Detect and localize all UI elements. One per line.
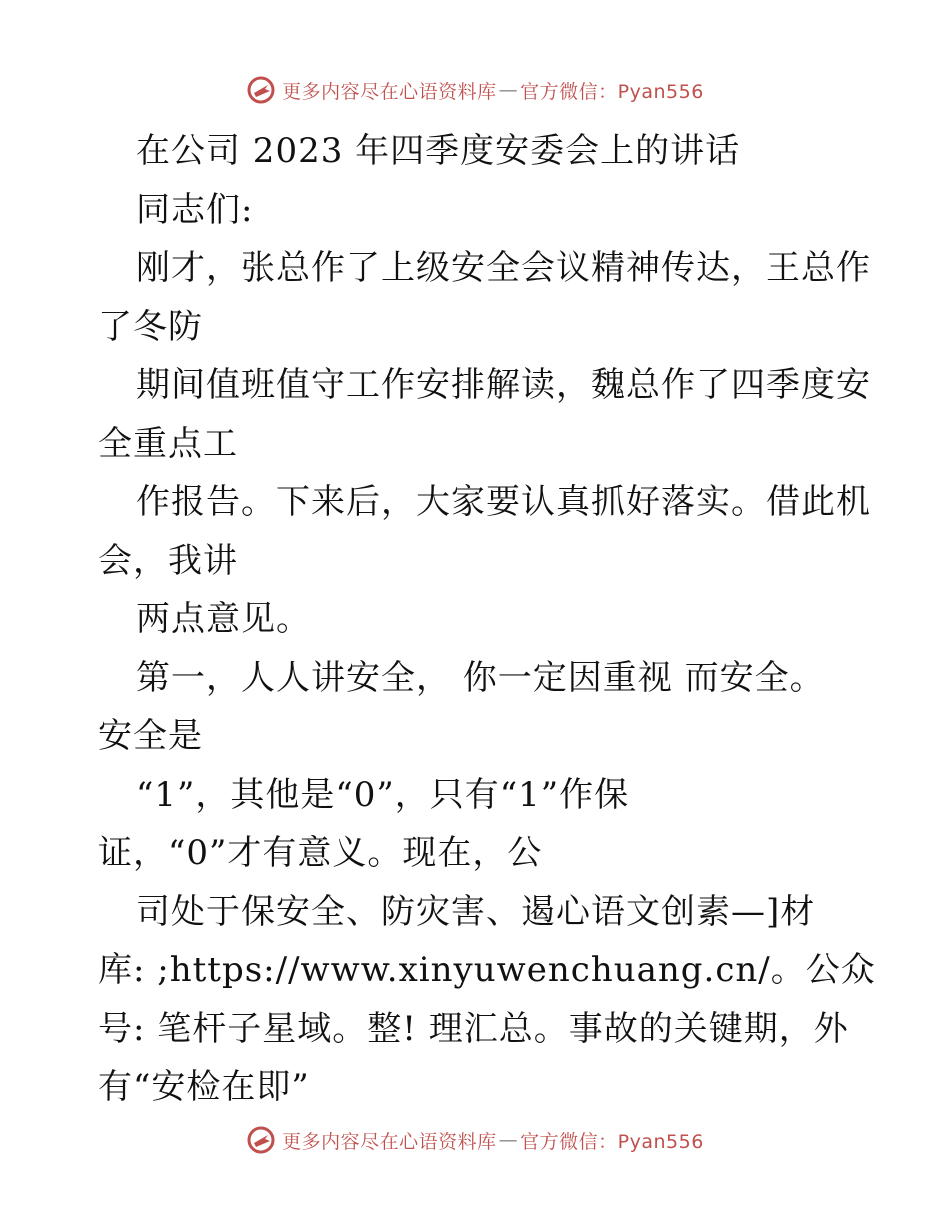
banner-wechat: 官方微信：Pyan556: [520, 1130, 704, 1153]
document-line: 全重点工: [98, 423, 238, 464]
document-line: 同志们:: [136, 189, 254, 230]
banner-dash: —: [498, 1129, 519, 1151]
header-watermark-banner: [0, 70, 950, 110]
document-line: 在公司 2023 年四季度安委会上的讲话: [136, 131, 741, 171]
document-line: 第一，人人讲安全， 你一定因重视 而安全。: [136, 657, 825, 698]
logo-icon: [246, 75, 276, 105]
banner-text: 更多内容尽在心语资料库: [282, 1130, 497, 1153]
document-line: 安全是: [98, 716, 203, 756]
document-body: [98, 122, 876, 1117]
document-line: 两点意见。: [136, 599, 311, 639]
banner-text: 更多内容尽在心语资料库: [282, 80, 497, 103]
footer-watermark-banner: [0, 1120, 950, 1160]
document-line: 号: 笔杆子星域。整! 理汇总。事故的关键期，外: [98, 1008, 849, 1049]
document-line: 刚才，张总作了上级安全会议精神传达，王总作: [136, 248, 871, 288]
document-line: 司处于保安全、防灾害、遏心语文创素—]材: [136, 891, 816, 932]
document-line: “1”，其他是“0”，只有“1”作保: [136, 774, 630, 815]
document-line: 作报告。下来后，大家要认真抓好落实。借此机: [136, 482, 871, 522]
logo-icon: [246, 1125, 276, 1155]
document-line: 期间值班值守工作安排解读，魏总作了四季度安: [136, 365, 871, 405]
banner-wechat: 官方微信：Pyan556: [520, 80, 704, 103]
document-line: 库: ;https://www.xinyuwenchuang.cn/。公众: [98, 950, 876, 990]
document-line: 有“安检在即”: [98, 1067, 310, 1107]
document-line: 会，我讲: [98, 540, 238, 581]
document-line: 了冬防: [98, 306, 203, 347]
banner-dash: —: [498, 79, 519, 101]
document-line: 证，“0”才有意义。现在，公: [98, 833, 543, 873]
